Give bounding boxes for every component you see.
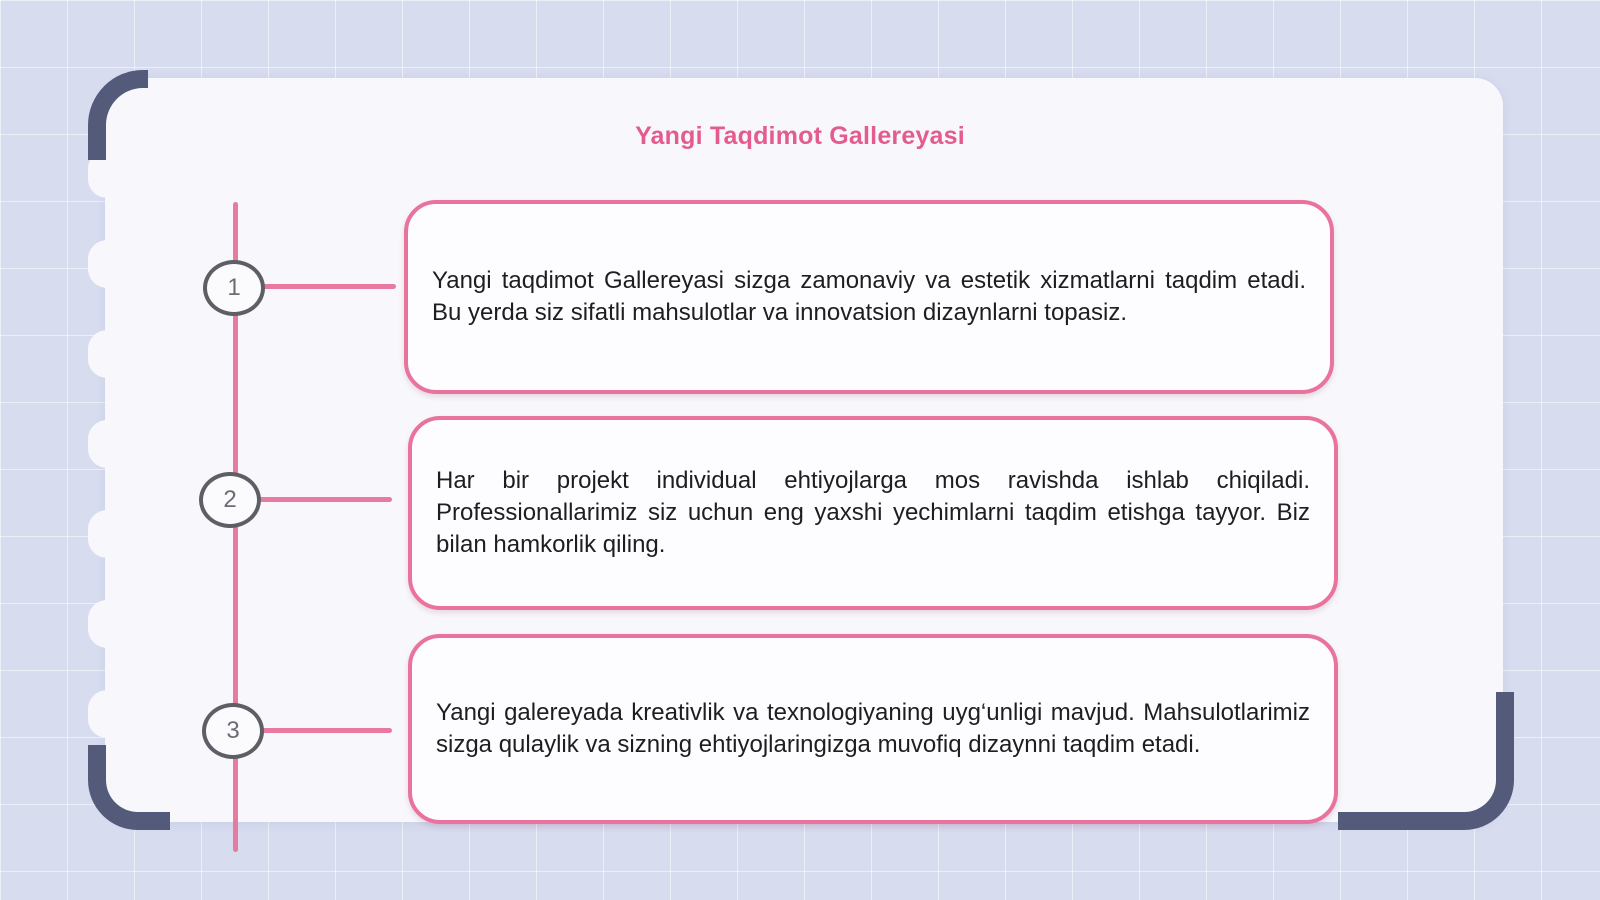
card-scallop xyxy=(88,690,126,738)
corner-bracket-bottom-left xyxy=(88,745,170,830)
card-scallop xyxy=(88,600,126,648)
corner-bracket-bottom-right xyxy=(1338,692,1514,830)
content-text-3: Yangi galereyada kreativlik va texnologiyaning uyg‘unligi mavjud. Mahsulotlarimiz sizga qulaylik va sizning ehtiyojlaringizga muvofiq dizaynni taqdim etadi. xyxy=(436,699,1310,758)
slide-title: Yangi Taqdimot Gallereyasi xyxy=(635,122,965,150)
timeline-connector-2 xyxy=(258,497,392,502)
content-box-2 xyxy=(408,416,1338,610)
content-text-2: Har bir projekt individual ehtiyojlarga mos ravishda ishlab chiqiladi. Professionallarimiz siz uchun eng yaxshi yechimlarni taqdim etishga tayyor. Biz bilan hamkorlik qiling. xyxy=(436,467,1310,558)
card-scallop xyxy=(88,420,126,468)
timeline-connector-1 xyxy=(262,284,396,289)
timeline-step-2: 2 xyxy=(199,472,261,528)
card-scallop xyxy=(88,330,126,378)
content-box-1 xyxy=(404,200,1334,394)
card-scallop xyxy=(88,240,126,288)
timeline-connector-3 xyxy=(262,728,392,733)
timeline-step-1: 1 xyxy=(203,260,265,316)
content-text-1: Yangi taqdimot Gallereyasi sizga zamonaviy va estetik xizmatlarni taqdim etadi. Bu yerda siz sifatli mahsulotlar va innovatsion dizaynlarni topasiz. xyxy=(432,267,1306,326)
card-scallop xyxy=(88,510,126,558)
content-box-3 xyxy=(408,634,1338,824)
timeline-step-3: 3 xyxy=(202,703,264,759)
